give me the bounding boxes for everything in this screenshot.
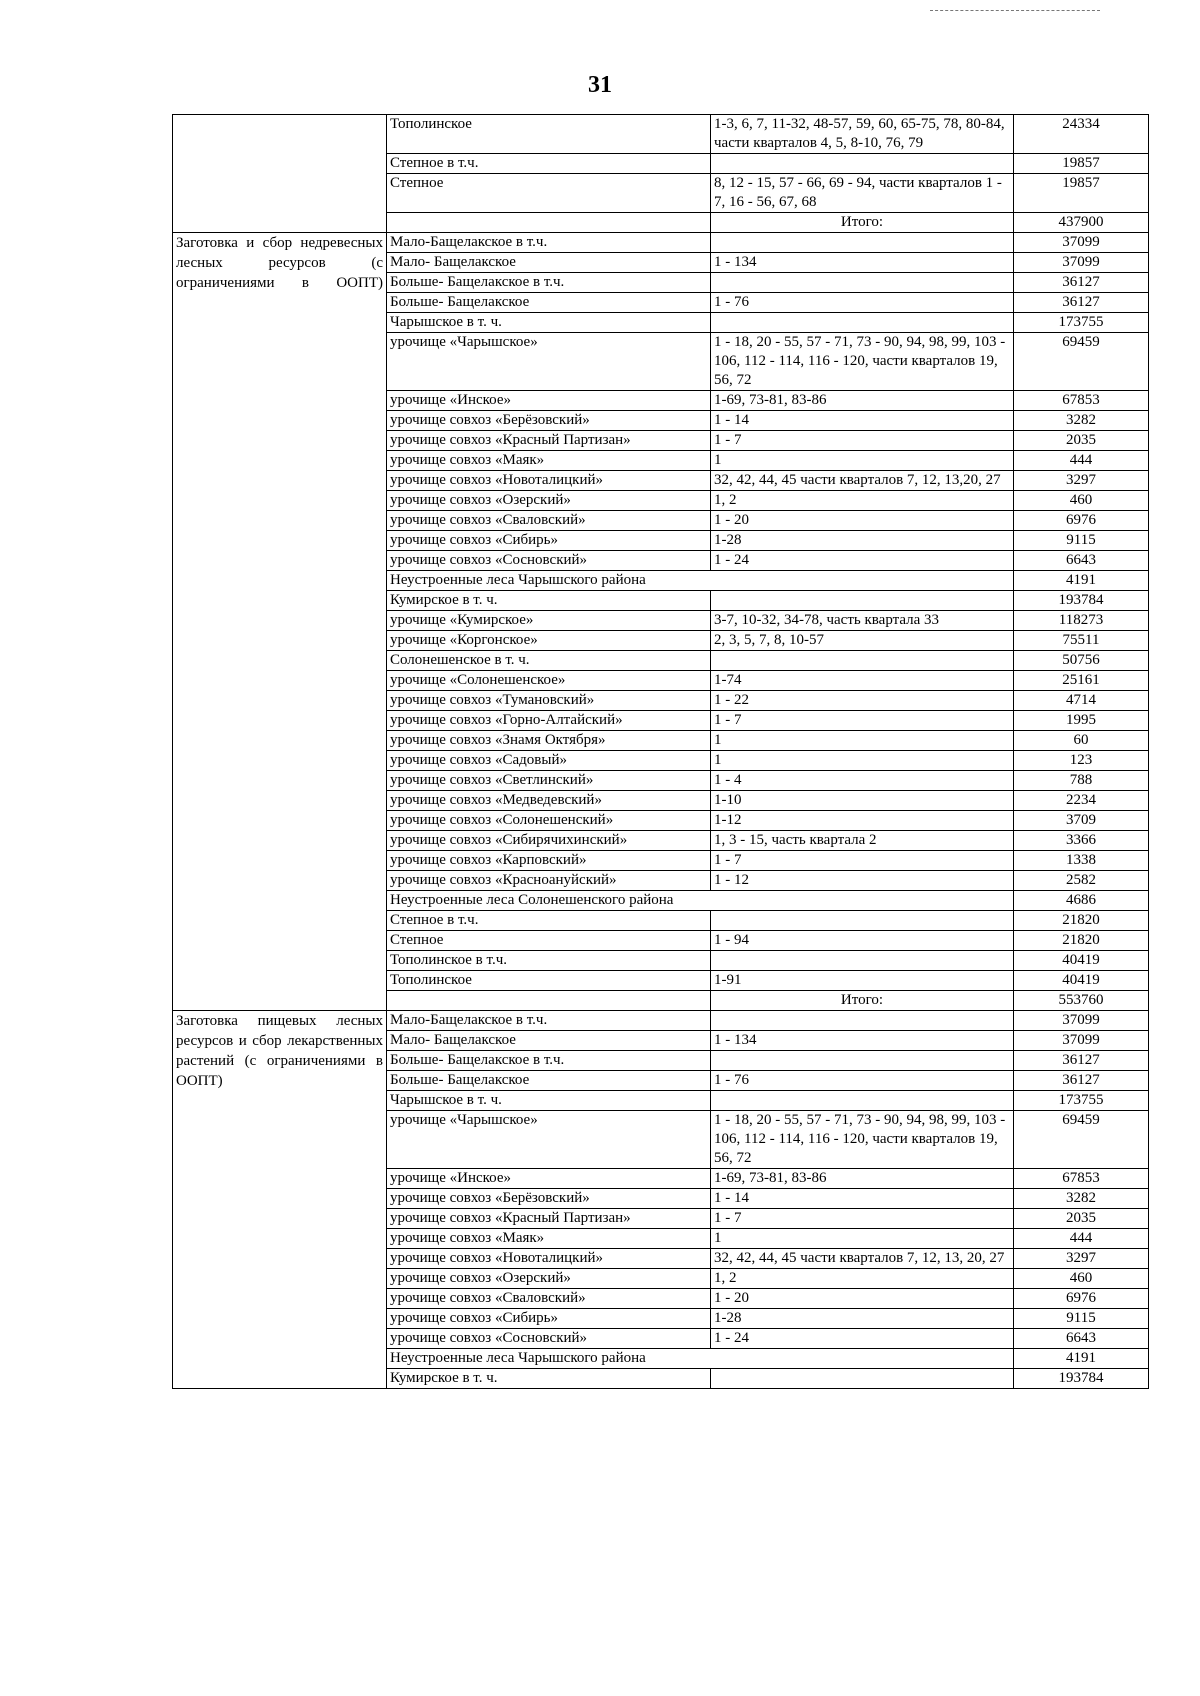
- forest-area-cell: Солонешенское в т. ч.: [387, 651, 711, 671]
- area-cell: 3297: [1014, 1249, 1149, 1269]
- table-row: [173, 1011, 1149, 1031]
- forest-area-cell: урочище «Коргонское»: [387, 631, 711, 651]
- area-cell: 67853: [1014, 391, 1149, 411]
- forest-area-cell: урочище «Чарышское»: [387, 333, 711, 391]
- area-cell: 3297: [1014, 471, 1149, 491]
- quarters-cell: [711, 313, 1014, 333]
- quarters-cell: 2, 3, 5, 7, 8, 10-57: [711, 631, 1014, 651]
- quarters-cell: [711, 911, 1014, 931]
- forest-area-cell: урочище совхоз «Солонешенский»: [387, 811, 711, 831]
- area-cell: 25161: [1014, 671, 1149, 691]
- quarters-cell: 1 - 7: [711, 851, 1014, 871]
- forest-area-cell: [387, 213, 711, 233]
- quarters-cell: 1 - 134: [711, 1031, 1014, 1051]
- forest-area-cell: урочище совхоз «Маяк»: [387, 1229, 711, 1249]
- area-cell: 9115: [1014, 531, 1149, 551]
- quarters-cell: Итого:: [711, 213, 1014, 233]
- area-cell: 460: [1014, 1269, 1149, 1289]
- activity-type-cell: Заготовка пищевых лесных ресурсов и сбор лекарственных растений (с ограничениями в ООПТ): [173, 1011, 387, 1389]
- forest-area-cell: урочище совхоз «Знамя Октября»: [387, 731, 711, 751]
- forest-area-cell: Неустроенные леса Чарышского района: [387, 571, 1014, 591]
- area-cell: 19857: [1014, 174, 1149, 213]
- forest-area-cell: Больше- Бащелакское в т.ч.: [387, 273, 711, 293]
- resource-table: [172, 114, 1149, 1389]
- forest-area-cell: урочище совхоз «Медведевский»: [387, 791, 711, 811]
- quarters-cell: [711, 1091, 1014, 1111]
- forest-area-cell: Чарышское в т. ч.: [387, 313, 711, 333]
- area-cell: 193784: [1014, 591, 1149, 611]
- forest-area-cell: Чарышское в т. ч.: [387, 1091, 711, 1111]
- area-cell: 1338: [1014, 851, 1149, 871]
- quarters-cell: 1-12: [711, 811, 1014, 831]
- area-cell: 2234: [1014, 791, 1149, 811]
- quarters-cell: [711, 1011, 1014, 1031]
- forest-area-cell: урочище совхоз «Садовый»: [387, 751, 711, 771]
- scan-artifact-line: [930, 10, 1100, 13]
- forest-area-cell: урочище совхоз «Сибирь»: [387, 1309, 711, 1329]
- forest-area-cell: Больше- Бащелакское: [387, 293, 711, 313]
- area-cell: 2035: [1014, 1209, 1149, 1229]
- area-cell: 173755: [1014, 313, 1149, 333]
- area-cell: 3282: [1014, 1189, 1149, 1209]
- area-cell: 19857: [1014, 154, 1149, 174]
- area-cell: 36127: [1014, 1071, 1149, 1091]
- activity-type-cell: [173, 115, 387, 233]
- quarters-cell: 1 - 24: [711, 1329, 1014, 1349]
- quarters-cell: 1 - 14: [711, 1189, 1014, 1209]
- area-cell: 40419: [1014, 971, 1149, 991]
- area-cell: 2035: [1014, 431, 1149, 451]
- area-cell: 36127: [1014, 293, 1149, 313]
- quarters-cell: 1-91: [711, 971, 1014, 991]
- area-cell: 50756: [1014, 651, 1149, 671]
- forest-area-cell: урочище совхоз «Маяк»: [387, 451, 711, 471]
- forest-area-cell: урочище совхоз «Сибирь»: [387, 531, 711, 551]
- forest-area-cell: Степное в т.ч.: [387, 154, 711, 174]
- area-cell: 193784: [1014, 1369, 1149, 1389]
- area-cell: 2582: [1014, 871, 1149, 891]
- quarters-cell: 1 - 18, 20 - 55, 57 - 71, 73 - 90, 94, 98, 99, 103 - 106, 112 - 114, 116 - 120, части кварталов 19, 56, 72: [711, 1111, 1014, 1169]
- quarters-cell: 1 - 22: [711, 691, 1014, 711]
- area-cell: 6976: [1014, 1289, 1149, 1309]
- area-cell: 6643: [1014, 551, 1149, 571]
- area-cell: 21820: [1014, 911, 1149, 931]
- area-cell: 6643: [1014, 1329, 1149, 1349]
- forest-area-cell: урочище совхоз «Карповский»: [387, 851, 711, 871]
- area-cell: 3366: [1014, 831, 1149, 851]
- quarters-cell: 1: [711, 751, 1014, 771]
- quarters-cell: [711, 951, 1014, 971]
- quarters-cell: [711, 273, 1014, 293]
- forest-area-cell: Степное в т.ч.: [387, 911, 711, 931]
- quarters-cell: 1 - 7: [711, 431, 1014, 451]
- area-cell: 40419: [1014, 951, 1149, 971]
- quarters-cell: 1-69, 73-81, 83-86: [711, 391, 1014, 411]
- quarters-cell: 1-69, 73-81, 83-86: [711, 1169, 1014, 1189]
- table-row: [173, 233, 1149, 253]
- quarters-cell: 3-7, 10-32, 34-78, часть квартала 33: [711, 611, 1014, 631]
- quarters-cell: [711, 233, 1014, 253]
- area-cell: 67853: [1014, 1169, 1149, 1189]
- area-cell: 60: [1014, 731, 1149, 751]
- quarters-cell: 1 - 18, 20 - 55, 57 - 71, 73 - 90, 94, 98, 99, 103 - 106, 112 - 114, 116 - 120, части кварталов 19, 56, 72: [711, 333, 1014, 391]
- quarters-cell: 1 - 7: [711, 711, 1014, 731]
- quarters-cell: 1-74: [711, 671, 1014, 691]
- forest-area-cell: урочище совхоз «Новоталицкий»: [387, 471, 711, 491]
- forest-area-cell: урочище совхоз «Сосновский»: [387, 551, 711, 571]
- quarters-cell: 1 - 134: [711, 253, 1014, 273]
- forest-area-cell: Больше- Бащелакское: [387, 1071, 711, 1091]
- quarters-cell: [711, 651, 1014, 671]
- area-cell: 36127: [1014, 1051, 1149, 1071]
- area-cell: 36127: [1014, 273, 1149, 293]
- quarters-cell: 1 - 7: [711, 1209, 1014, 1229]
- forest-area-cell: урочище «Солонешенское»: [387, 671, 711, 691]
- area-cell: 21820: [1014, 931, 1149, 951]
- area-cell: 1995: [1014, 711, 1149, 731]
- quarters-cell: 1, 2: [711, 491, 1014, 511]
- quarters-cell: [711, 1369, 1014, 1389]
- quarters-cell: 1-28: [711, 531, 1014, 551]
- forest-area-cell: урочище совхоз «Тумановский»: [387, 691, 711, 711]
- area-cell: 437900: [1014, 213, 1149, 233]
- forest-area-cell: урочище совхоз «Красный Партизан»: [387, 431, 711, 451]
- forest-area-cell: урочище «Кумирское»: [387, 611, 711, 631]
- quarters-cell: 1, 2: [711, 1269, 1014, 1289]
- area-cell: 37099: [1014, 253, 1149, 273]
- quarters-cell: 1-28: [711, 1309, 1014, 1329]
- area-cell: 173755: [1014, 1091, 1149, 1111]
- quarters-cell: 1: [711, 1229, 1014, 1249]
- area-cell: 4191: [1014, 1349, 1149, 1369]
- forest-area-cell: Больше- Бащелакское в т.ч.: [387, 1051, 711, 1071]
- quarters-cell: 1 - 14: [711, 411, 1014, 431]
- forest-area-cell: урочище «Инское»: [387, 1169, 711, 1189]
- quarters-cell: 1, 3 - 15, часть квартала 2: [711, 831, 1014, 851]
- forest-area-cell: урочище «Чарышское»: [387, 1111, 711, 1169]
- area-cell: 118273: [1014, 611, 1149, 631]
- area-cell: 4686: [1014, 891, 1149, 911]
- forest-area-cell: урочище совхоз «Новоталицкий»: [387, 1249, 711, 1269]
- forest-area-cell: урочище совхоз «Светлинский»: [387, 771, 711, 791]
- forest-area-cell: Мало-Бащелакское в т.ч.: [387, 1011, 711, 1031]
- quarters-cell: 8, 12 - 15, 57 - 66, 69 - 94, части кварталов 1 - 7, 16 - 56, 67, 68: [711, 174, 1014, 213]
- forest-area-cell: урочище совхоз «Берёзовский»: [387, 1189, 711, 1209]
- quarters-cell: 32, 42, 44, 45 части кварталов 7, 12, 13,20, 27: [711, 471, 1014, 491]
- quarters-cell: 1 - 94: [711, 931, 1014, 951]
- area-cell: 69459: [1014, 1111, 1149, 1169]
- area-cell: 460: [1014, 491, 1149, 511]
- forest-area-cell: урочище совхоз «Горно-Алтайский»: [387, 711, 711, 731]
- forest-area-cell: урочище совхоз «Озерский»: [387, 1269, 711, 1289]
- area-cell: 3282: [1014, 411, 1149, 431]
- quarters-cell: 1-10: [711, 791, 1014, 811]
- forest-area-cell: Степное: [387, 174, 711, 213]
- forest-area-cell: урочище совхоз «Сваловский»: [387, 511, 711, 531]
- forest-area-cell: Мало- Бащелакское: [387, 253, 711, 273]
- forest-area-cell: урочище совхоз «Красный Партизан»: [387, 1209, 711, 1229]
- forest-area-cell: Степное: [387, 931, 711, 951]
- area-cell: 6976: [1014, 511, 1149, 531]
- area-cell: 4714: [1014, 691, 1149, 711]
- quarters-cell: 1 - 76: [711, 1071, 1014, 1091]
- area-cell: 788: [1014, 771, 1149, 791]
- forest-area-cell: Тополинское: [387, 971, 711, 991]
- area-cell: 444: [1014, 1229, 1149, 1249]
- area-cell: 37099: [1014, 1011, 1149, 1031]
- area-cell: 3709: [1014, 811, 1149, 831]
- forest-area-cell: Тополинское в т.ч.: [387, 951, 711, 971]
- forest-area-cell: урочище совхоз «Сосновский»: [387, 1329, 711, 1349]
- quarters-cell: Итого:: [711, 991, 1014, 1011]
- quarters-cell: 1 - 4: [711, 771, 1014, 791]
- area-cell: 37099: [1014, 1031, 1149, 1051]
- forest-area-cell: Кумирское в т. ч.: [387, 591, 711, 611]
- quarters-cell: [711, 1051, 1014, 1071]
- forest-area-cell: Неустроенные леса Чарышского района: [387, 1349, 1014, 1369]
- area-cell: 123: [1014, 751, 1149, 771]
- quarters-cell: [711, 154, 1014, 174]
- forest-area-cell: урочище совхоз «Сибирячихинский»: [387, 831, 711, 851]
- resource-table-container: [172, 114, 1148, 1389]
- forest-area-cell: урочище «Инское»: [387, 391, 711, 411]
- area-cell: 553760: [1014, 991, 1149, 1011]
- area-cell: 9115: [1014, 1309, 1149, 1329]
- area-cell: 75511: [1014, 631, 1149, 651]
- quarters-cell: 1: [711, 731, 1014, 751]
- table-row: [173, 115, 1149, 154]
- forest-area-cell: урочище совхоз «Красноануйский»: [387, 871, 711, 891]
- area-cell: 24334: [1014, 115, 1149, 154]
- quarters-cell: 1 - 12: [711, 871, 1014, 891]
- forest-area-cell: Тополинское: [387, 115, 711, 154]
- area-cell: 444: [1014, 451, 1149, 471]
- quarters-cell: 1-3, 6, 7, 11-32, 48-57, 59, 60, 65-75, 78, 80-84, части кварталов 4, 5, 8-10, 76, 79: [711, 115, 1014, 154]
- quarters-cell: 32, 42, 44, 45 части кварталов 7, 12, 13, 20, 27: [711, 1249, 1014, 1269]
- area-cell: 37099: [1014, 233, 1149, 253]
- forest-area-cell: урочище совхоз «Берёзовский»: [387, 411, 711, 431]
- quarters-cell: 1 - 24: [711, 551, 1014, 571]
- area-cell: 69459: [1014, 333, 1149, 391]
- forest-area-cell: урочище совхоз «Сваловский»: [387, 1289, 711, 1309]
- quarters-cell: [711, 591, 1014, 611]
- forest-area-cell: Мало-Бащелакское в т.ч.: [387, 233, 711, 253]
- forest-area-cell: [387, 991, 711, 1011]
- quarters-cell: 1: [711, 451, 1014, 471]
- forest-area-cell: Неустроенные леса Солонешенского района: [387, 891, 1014, 911]
- forest-area-cell: Кумирское в т. ч.: [387, 1369, 711, 1389]
- forest-area-cell: Мало- Бащелакское: [387, 1031, 711, 1051]
- quarters-cell: 1 - 20: [711, 1289, 1014, 1309]
- area-cell: 4191: [1014, 571, 1149, 591]
- forest-area-cell: урочище совхоз «Озерский»: [387, 491, 711, 511]
- page-number: 31: [588, 72, 612, 98]
- activity-type-cell: Заготовка и сбор недревесных лесных ресурсов (с ограничениями в ООПТ): [173, 233, 387, 1011]
- resource-table-body: [173, 115, 1149, 1389]
- quarters-cell: 1 - 20: [711, 511, 1014, 531]
- quarters-cell: 1 - 76: [711, 293, 1014, 313]
